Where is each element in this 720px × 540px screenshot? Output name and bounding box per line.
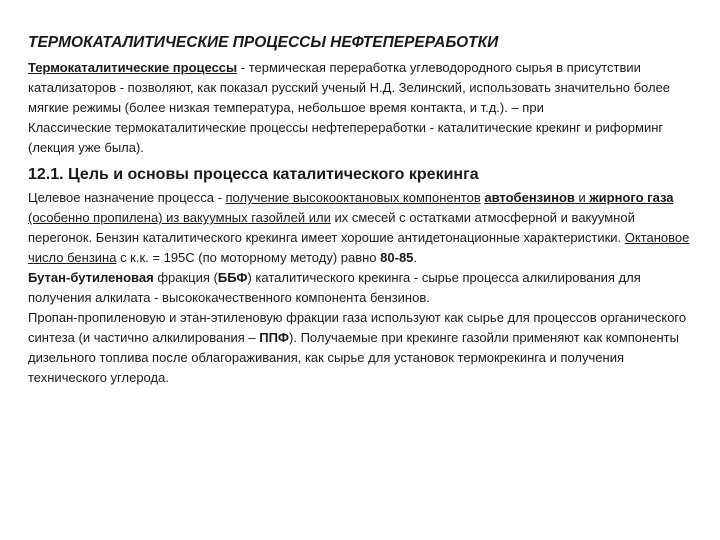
term-bbf: Бутан-бутиленовая	[28, 270, 154, 285]
purpose-end: .	[413, 250, 418, 265]
bbf-abbr: ББФ	[217, 270, 248, 285]
bbf-paragraph	[28, 268, 698, 308]
purpose-text-1: их смесей с остатками атмосферной и вакуумной перегонок. Бензин каталитического крекинга имеет хорошие антидетонационные характеристики.	[28, 210, 635, 245]
ppf-abbr: ППФ	[259, 330, 290, 345]
ppf-paragraph	[28, 308, 698, 388]
purpose-paragraph	[28, 188, 698, 268]
intro-paragraph	[28, 58, 698, 118]
purpose-prefix: Целевое назначение процесса -	[28, 190, 226, 205]
intro-definition: - термическая переработка углеводородного сырья в присутствии катализаторов - позволяют, как показал русский ученый Н.Д. Зелинский, использовать значительно более мягкие режимы (более низкая температура, небольшое время контакта, и т.д.). – при	[28, 60, 671, 115]
purpose-text-2: с к.к. = 195С (по моторному методу) равно	[116, 250, 381, 265]
section-heading: 12.1. Цель и основы процесса каталитического крекинга	[28, 166, 479, 183]
slide-content	[28, 33, 698, 388]
page-title: ТЕРМОКАТАЛИТИЧЕСКИЕ ПРОЦЕССЫ НЕФТЕПЕРЕРАБОТКИ	[28, 34, 499, 51]
octane-value: 80-85	[380, 250, 414, 265]
term-thermocatalytic: Термокаталитические процессы	[28, 60, 238, 75]
purpose-underlined-1: получение высокооктановых компонентов	[225, 190, 481, 205]
purpose-underlined-octane: Октановое число бензина	[28, 230, 690, 265]
term-fat-gas: жирного газа	[589, 190, 674, 205]
classic-paragraph: Классические термокаталитические процессы нефтепереработки - каталитические крекинг и риформинг (лекция уже была).	[28, 120, 664, 155]
ppf-text-2: ). Получаемые при крекинге газойли применяют как компоненты дизельного топлива после облагораживания, как сырье для установок термокрекинга и получения технического углерода.	[28, 330, 679, 385]
purpose-underlined-3: (особенно пропилена) из вакуумных газойлей или	[28, 210, 331, 225]
term-autogasoline: автобензинов	[484, 190, 575, 205]
bbf-text-2: ) каталитического крекинга - сырье процесса алкилирования для получения алкилата - высококачественного компонента бензинов.	[28, 270, 641, 305]
bbf-text-1: фракция (	[153, 270, 218, 285]
ppf-text-1: Пропан-пропиленовую и этан-этиленовую фракции газа используют как сырье для процессов органического синтеза (и частично алкилирования –	[28, 310, 687, 345]
purpose-underlined-2: и	[574, 190, 590, 205]
